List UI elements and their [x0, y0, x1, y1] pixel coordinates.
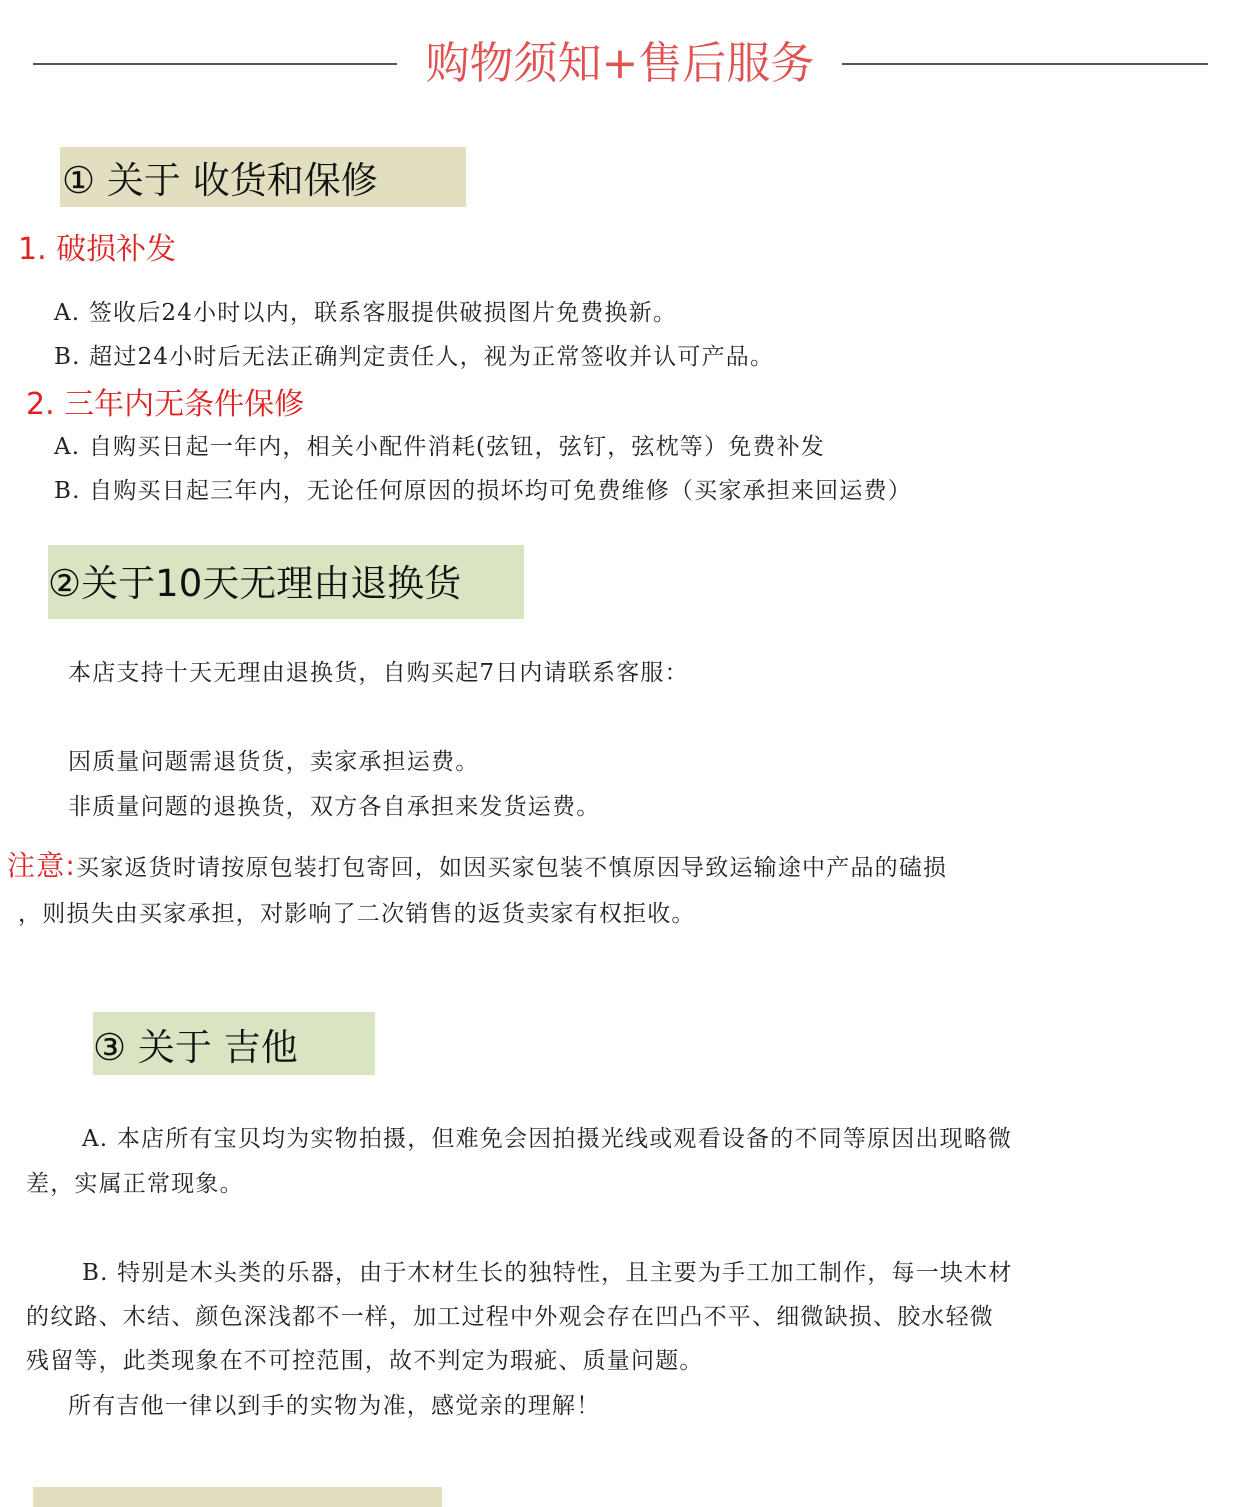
- guitar-para-c: 所有吉他一律以到手的实物为准，感觉亲的理解！: [68, 1393, 601, 1419]
- title-rule-right: [842, 63, 1208, 65]
- next-section-heading-partial: [33, 1487, 442, 1507]
- warranty-rule-a: A. 自购买日起一年内，相关小配件消耗(弦钮，弦钉，弦枕等）免费补发: [54, 434, 826, 460]
- subheading-three-year-warranty: 2. 三年内无条件保修: [26, 387, 305, 422]
- section-heading-receipt-warranty: ① 关于 收货和保修: [60, 147, 466, 207]
- guitar-para-b-line-1: B. 特别是木头类的乐器，由于木材生长的独特性，且主要为手工加工制作，每一块木材: [82, 1260, 1013, 1286]
- return-intro: 本店支持十天无理由退换货，自购买起7日内请联系客服：: [68, 660, 689, 686]
- warranty-rule-b: B. 自购买日起三年内，无论任何原因的损坏均可免费维修（买家承担来回运费）: [54, 478, 912, 504]
- subheading-damage-reissue: 1. 破损补发: [18, 232, 177, 267]
- damage-rule-b: B. 超过24小时后无法正确判定责任人，视为正常签收并认可产品。: [54, 344, 775, 370]
- damage-rule-a: A. 签收后24小时以内，联系客服提供破损图片免费换新。: [54, 300, 678, 326]
- return-non-quality-issue: 非质量问题的退换货，双方各自承担来发货运费。: [68, 794, 601, 820]
- return-note: [7, 850, 947, 884]
- note-label: 注意:: [7, 849, 77, 882]
- section-heading-guitar: ③ 关于 吉他: [93, 1012, 375, 1075]
- section-heading-ten-day-return: ②关于10天无理由退换货: [48, 545, 524, 619]
- guitar-para-b-line-2: 的纹路、木结、颜色深浅都不一样，加工过程中外观会存在凹凸不平、细微缺损、胶水轻微: [26, 1304, 994, 1330]
- return-quality-issue: 因质量问题需退货货，卖家承担运费。: [68, 749, 480, 775]
- title-rule-left: [33, 63, 397, 65]
- guitar-para-b-line-3: 残留等，此类现象在不可控范围，故不判定为瑕疵、质量问题。: [26, 1348, 704, 1374]
- note-line-1: 买家返货时请按原包装打包寄回，如因买家包装不慎原因导致运输途中产品的磕损: [76, 855, 948, 881]
- guitar-para-a-line-2: 差，实属正常现象。: [26, 1171, 244, 1197]
- guitar-para-a-line-1: A. 本店所有宝贝均为实物拍摄，但难免会因拍摄光线或观看设备的不同等原因出现略微: [82, 1126, 1013, 1152]
- note-line-2: ，则损失由买家承担，对影响了二次销售的返货卖家有权拒收。: [18, 901, 696, 927]
- page-title: 购物须知+售后服务: [425, 38, 815, 89]
